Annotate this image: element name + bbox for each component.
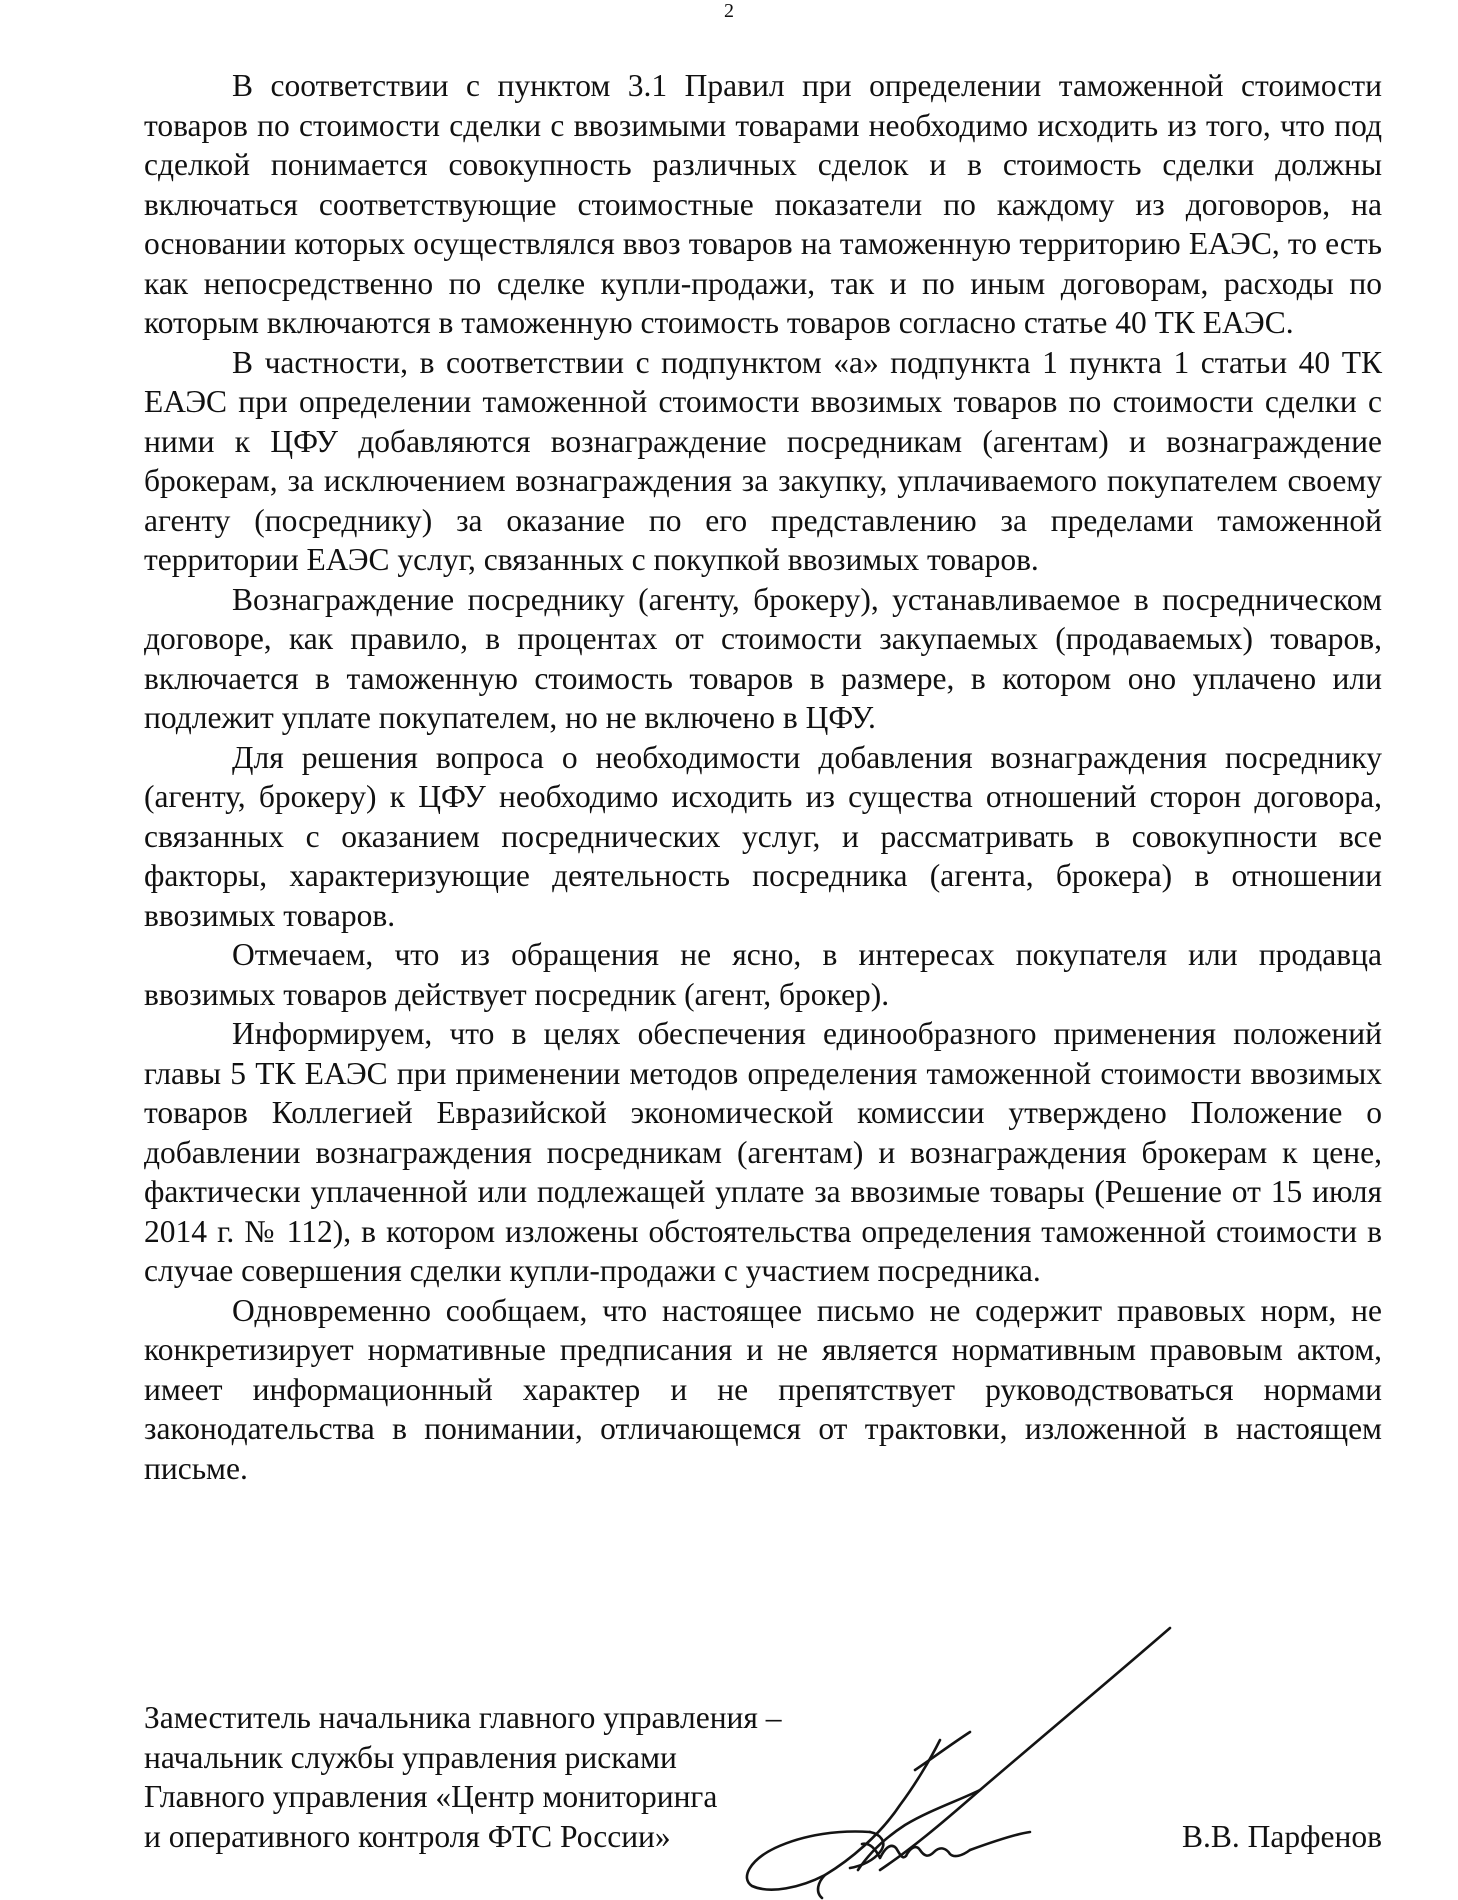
signer-title-line: начальник службы управления рисками bbox=[144, 1739, 677, 1775]
signer-title-line: Главного управления «Центр мониторинга bbox=[144, 1779, 718, 1814]
paragraph: В соответствии с пунктом 3.1 Правил при определении таможенной стоимости товаров по стоимости сделки с ввозимыми товарами необходимо исходить из того, что под сделкой понимается совокупность различных сделок и в стоимость сделки должны включаться соответствующие стоимостные показатели по каждому из договоров, на основании которых осуществлялся ввоз товаров на таможенную территорию ЕАЭС, то есть как непосредственно по сделке купли-продажи, так и по иным договорам, расходы по которым включаются в таможенную стоимость товаров согласно статье 40 ТК ЕАЭС. bbox=[144, 68, 1382, 340]
paragraph: Информируем, что в целях обеспечения единообразного применения положений главы 5 ТК ЕАЭС при применении методов определения таможенной стоимости ввозимых товаров Коллегией Евразийской экономической комиссии утверждено Положение о добавлении вознаграждения посредникам (агентам) и вознаграждения брокерам к цене, фактически уплаченной или подлежащей уплате за ввозимые товары (Решение от 15 июля 2014 г. № 112), в котором изложены обстоятельства определения таможенной стоимости в случае совершения сделки купли-продажи с участием посредника. bbox=[144, 1016, 1382, 1288]
signer-title-line: и оперативного контроля ФТС России» bbox=[144, 1818, 671, 1854]
paragraph: В частности, в соответствии с подпунктом «а» подпункта 1 пункта 1 статьи 40 ТК ЕАЭС при определении таможенной стоимости ввозимых товаров по стоимости сделки с ними к ЦФУ добавляются вознаграждение посредникам (агентам) и вознаграждение брокерам, за исключением вознаграждения за закупку, уплачиваемого покупателем своему агенту (посреднику) за оказание по его представлению за пределами таможенной территории ЕАЭС услуг, связанных с покупкой ввозимых товаров. bbox=[144, 344, 1382, 577]
handwritten-signature bbox=[730, 1620, 1220, 1900]
page-number: 2 bbox=[724, 0, 734, 22]
letter-body bbox=[144, 66, 1382, 1488]
signer-name: В.В. Парфенов bbox=[1182, 1819, 1382, 1854]
signer-title-line: Заместитель начальника главного управления – bbox=[144, 1700, 782, 1735]
paragraph: Отмечаем, что из обращения не ясно, в интересах покупателя или продавца ввозимых товаров действует посредник (агент, брокер). bbox=[144, 937, 1382, 1012]
paragraph: Одновременно сообщаем, что настоящее письмо не содержит правовых норм, не конкретизирует нормативные предписания и не является нормативным правовым актом, имеет информационный характер и не препятствует руководствоваться нормами законодательства в понимании, отличающемся от трактовки, изложенной в настоящем письме. bbox=[144, 1292, 1382, 1486]
paragraph: Для решения вопроса о необходимости добавления вознаграждения посреднику (агенту, брокеру) к ЦФУ необходимо исходить из существа отношений сторон договора, связанных с оказанием посреднических услуг, и рассматривать в совокупности все факторы, характеризующие деятельность посредника (агента, брокера) в отношении ввозимых товаров. bbox=[144, 739, 1382, 933]
paragraph: Вознаграждение посреднику (агенту, брокеру), устанавливаемое в посредническом договоре, как правило, в процентах от стоимости закупаемых (продаваемых) товаров, включается в таможенную стоимость товаров в размере, в котором оно уплачено или подлежит уплате покупателем, но не включено в ЦФУ. bbox=[144, 581, 1382, 735]
